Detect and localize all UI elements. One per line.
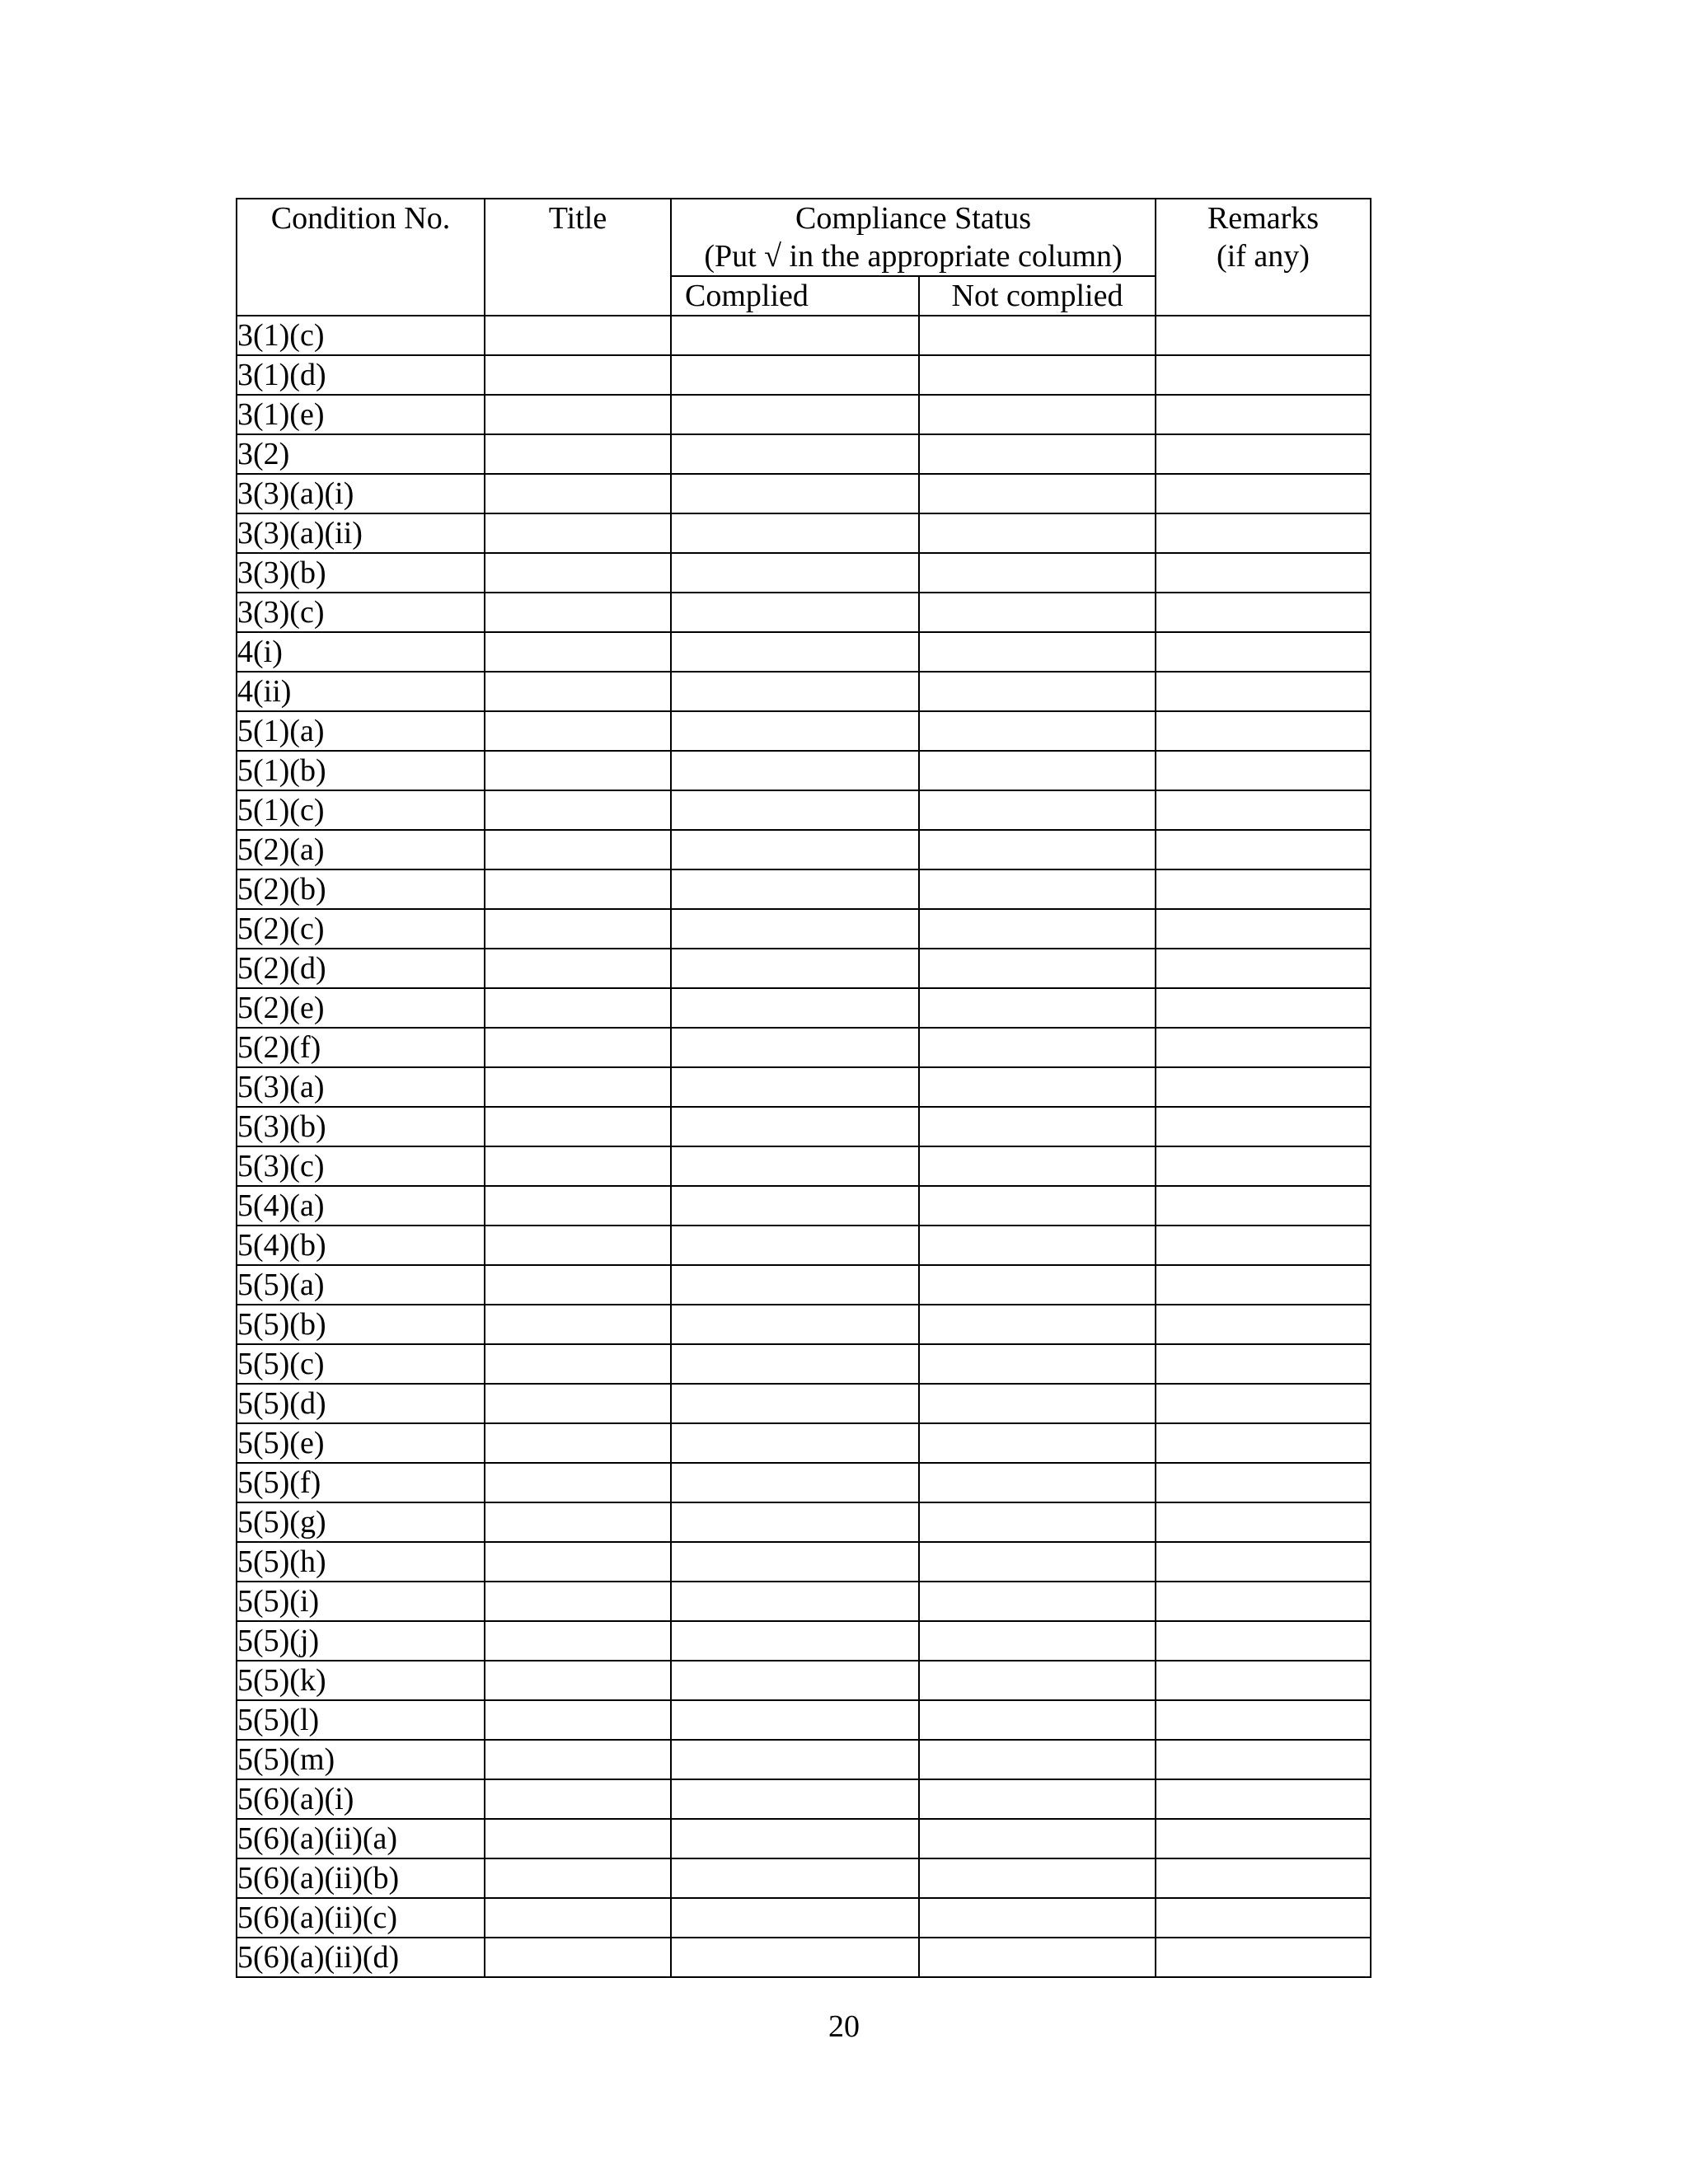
complied-cell	[671, 1344, 919, 1384]
compliance-table	[236, 198, 1372, 1978]
table-row	[237, 1661, 1371, 1700]
title-cell	[485, 1186, 671, 1226]
complied-cell	[671, 1621, 919, 1661]
not-complied-cell	[919, 1542, 1156, 1582]
remarks-cell	[1156, 1463, 1371, 1502]
not-complied-cell	[919, 513, 1156, 553]
not-complied-cell	[919, 672, 1156, 711]
condition-no-cell: 5(5)(d)	[237, 1384, 485, 1423]
condition-no-cell: 5(4)(b)	[237, 1226, 485, 1265]
table-row	[237, 632, 1371, 672]
not-complied-cell	[919, 434, 1156, 474]
title-cell	[485, 1858, 671, 1898]
complied-cell	[671, 1423, 919, 1463]
header-not-complied-label: Not complied	[951, 279, 1123, 313]
remarks-cell	[1156, 1661, 1371, 1700]
title-cell	[485, 1898, 671, 1938]
title-cell	[485, 988, 671, 1028]
title-cell	[485, 949, 671, 988]
condition-no-cell: 3(1)(d)	[237, 355, 485, 395]
complied-cell	[671, 869, 919, 909]
table-row	[237, 1502, 1371, 1542]
condition-no-cell: 3(3)(a)(i)	[237, 474, 485, 513]
table-row	[237, 988, 1371, 1028]
table-row	[237, 1819, 1371, 1858]
header-not-complied	[919, 276, 1156, 316]
complied-cell	[671, 751, 919, 790]
remarks-cell	[1156, 1305, 1371, 1344]
condition-no-cell: 5(2)(e)	[237, 988, 485, 1028]
title-cell	[485, 355, 671, 395]
remarks-cell	[1156, 1265, 1371, 1305]
remarks-cell	[1156, 1700, 1371, 1740]
complied-cell	[671, 1740, 919, 1779]
condition-no-cell: 3(3)(b)	[237, 553, 485, 593]
condition-no-cell: 5(1)(b)	[237, 751, 485, 790]
condition-no-cell: 5(3)(c)	[237, 1146, 485, 1186]
header-complied	[671, 276, 919, 316]
remarks-cell	[1156, 1067, 1371, 1107]
remarks-cell	[1156, 1423, 1371, 1463]
table-row	[237, 1700, 1371, 1740]
table-row	[237, 316, 1371, 355]
condition-no-cell: 5(2)(d)	[237, 949, 485, 988]
complied-cell	[671, 1463, 919, 1502]
remarks-cell	[1156, 1819, 1371, 1858]
condition-no-cell: 5(1)(a)	[237, 711, 485, 751]
table-row	[237, 434, 1371, 474]
not-complied-cell	[919, 553, 1156, 593]
condition-no-cell: 5(5)(c)	[237, 1344, 485, 1384]
title-cell	[485, 711, 671, 751]
title-cell	[485, 316, 671, 355]
complied-cell	[671, 553, 919, 593]
not-complied-cell	[919, 1305, 1156, 1344]
not-complied-cell	[919, 1226, 1156, 1265]
complied-cell	[671, 1938, 919, 1977]
not-complied-cell	[919, 593, 1156, 632]
not-complied-cell	[919, 1463, 1156, 1502]
title-cell	[485, 632, 671, 672]
complied-cell	[671, 1186, 919, 1226]
remarks-cell	[1156, 553, 1371, 593]
table-row	[237, 1305, 1371, 1344]
remarks-cell	[1156, 988, 1371, 1028]
header-condition-no-label: Condition No.	[270, 201, 451, 236]
condition-no-cell: 5(6)(a)(i)	[237, 1779, 485, 1819]
condition-no-cell: 5(2)(c)	[237, 909, 485, 949]
remarks-cell	[1156, 1344, 1371, 1384]
remarks-cell	[1156, 1502, 1371, 1542]
condition-no-cell: 5(6)(a)(ii)(a)	[237, 1819, 485, 1858]
table-row	[237, 1226, 1371, 1265]
title-cell	[485, 474, 671, 513]
remarks-cell	[1156, 830, 1371, 869]
title-cell	[485, 1344, 671, 1384]
complied-cell	[671, 1502, 919, 1542]
title-cell	[485, 1226, 671, 1265]
title-cell	[485, 1146, 671, 1186]
complied-cell	[671, 593, 919, 632]
complied-cell	[671, 1384, 919, 1423]
complied-cell	[671, 1700, 919, 1740]
title-cell	[485, 1700, 671, 1740]
complied-cell	[671, 1067, 919, 1107]
condition-no-cell: 5(5)(j)	[237, 1621, 485, 1661]
remarks-cell	[1156, 632, 1371, 672]
not-complied-cell	[919, 869, 1156, 909]
remarks-cell	[1156, 355, 1371, 395]
not-complied-cell	[919, 1740, 1156, 1779]
table-row	[237, 1621, 1371, 1661]
table-row	[237, 790, 1371, 830]
title-cell	[485, 830, 671, 869]
title-cell	[485, 1740, 671, 1779]
condition-no-cell: 3(3)(a)(ii)	[237, 513, 485, 553]
condition-no-cell: 5(5)(m)	[237, 1740, 485, 1779]
condition-no-cell: 5(5)(e)	[237, 1423, 485, 1463]
not-complied-cell	[919, 1384, 1156, 1423]
not-complied-cell	[919, 1582, 1156, 1621]
remarks-cell	[1156, 949, 1371, 988]
title-cell	[485, 1107, 671, 1146]
remarks-cell	[1156, 1582, 1371, 1621]
title-cell	[485, 1067, 671, 1107]
condition-no-cell: 5(5)(g)	[237, 1502, 485, 1542]
table-row	[237, 1186, 1371, 1226]
title-cell	[485, 1661, 671, 1700]
table-row	[237, 395, 1371, 434]
remarks-cell	[1156, 1186, 1371, 1226]
not-complied-cell	[919, 790, 1156, 830]
not-complied-cell	[919, 1858, 1156, 1898]
remarks-cell	[1156, 1384, 1371, 1423]
complied-cell	[671, 711, 919, 751]
condition-no-cell: 5(5)(i)	[237, 1582, 485, 1621]
condition-no-cell: 5(3)(b)	[237, 1107, 485, 1146]
title-cell	[485, 1582, 671, 1621]
condition-no-cell: 5(6)(a)(ii)(d)	[237, 1938, 485, 1977]
remarks-cell	[1156, 593, 1371, 632]
table-row	[237, 1107, 1371, 1146]
table-row	[237, 869, 1371, 909]
not-complied-cell	[919, 1028, 1156, 1067]
title-cell	[485, 1463, 671, 1502]
not-complied-cell	[919, 830, 1156, 869]
not-complied-cell	[919, 316, 1156, 355]
complied-cell	[671, 949, 919, 988]
complied-cell	[671, 1265, 919, 1305]
table-row	[237, 1740, 1371, 1779]
remarks-cell	[1156, 1107, 1371, 1146]
condition-no-cell: 5(1)(c)	[237, 790, 485, 830]
complied-cell	[671, 1542, 919, 1582]
remarks-cell	[1156, 869, 1371, 909]
remarks-cell	[1156, 711, 1371, 751]
remarks-cell	[1156, 1740, 1371, 1779]
complied-cell	[671, 1028, 919, 1067]
table-row	[237, 1938, 1371, 1977]
table-row	[237, 355, 1371, 395]
complied-cell	[671, 474, 919, 513]
table-row	[237, 672, 1371, 711]
complied-cell	[671, 1858, 919, 1898]
remarks-cell	[1156, 1858, 1371, 1898]
table-row	[237, 909, 1371, 949]
remarks-cell	[1156, 672, 1371, 711]
not-complied-cell	[919, 1186, 1156, 1226]
complied-cell	[671, 632, 919, 672]
remarks-cell	[1156, 1226, 1371, 1265]
not-complied-cell	[919, 1146, 1156, 1186]
complied-cell	[671, 1226, 919, 1265]
complied-cell	[671, 316, 919, 355]
not-complied-cell	[919, 1621, 1156, 1661]
not-complied-cell	[919, 1898, 1156, 1938]
header-remarks-note: (if any)	[1217, 239, 1310, 274]
condition-no-cell: 4(ii)	[237, 672, 485, 711]
condition-no-cell: 3(2)	[237, 434, 485, 474]
not-complied-cell	[919, 1779, 1156, 1819]
condition-no-cell: 5(5)(a)	[237, 1265, 485, 1305]
header-remarks	[1156, 199, 1371, 316]
table-row	[237, 1898, 1371, 1938]
title-cell	[485, 1305, 671, 1344]
complied-cell	[671, 395, 919, 434]
complied-cell	[671, 1661, 919, 1700]
header-compliance-status-label: Compliance Status	[795, 201, 1032, 236]
remarks-cell	[1156, 1898, 1371, 1938]
table-row	[237, 1542, 1371, 1582]
remarks-cell	[1156, 1146, 1371, 1186]
remarks-cell	[1156, 434, 1371, 474]
complied-cell	[671, 1107, 919, 1146]
not-complied-cell	[919, 1423, 1156, 1463]
complied-cell	[671, 1582, 919, 1621]
not-complied-cell	[919, 355, 1156, 395]
complied-cell	[671, 1146, 919, 1186]
condition-no-cell: 5(5)(k)	[237, 1661, 485, 1700]
remarks-cell	[1156, 474, 1371, 513]
not-complied-cell	[919, 1700, 1156, 1740]
not-complied-cell	[919, 909, 1156, 949]
title-cell	[485, 1938, 671, 1977]
not-complied-cell	[919, 1107, 1156, 1146]
table-row	[237, 1463, 1371, 1502]
condition-no-cell: 5(5)(h)	[237, 1542, 485, 1582]
not-complied-cell	[919, 1819, 1156, 1858]
title-cell	[485, 869, 671, 909]
table-row	[237, 553, 1371, 593]
remarks-cell	[1156, 790, 1371, 830]
table-row	[237, 949, 1371, 988]
table-row	[237, 1146, 1371, 1186]
table-row	[237, 1344, 1371, 1384]
complied-cell	[671, 513, 919, 553]
not-complied-cell	[919, 751, 1156, 790]
condition-no-cell: 5(6)(a)(ii)(c)	[237, 1898, 485, 1938]
remarks-cell	[1156, 1779, 1371, 1819]
remarks-cell	[1156, 1542, 1371, 1582]
title-cell	[485, 672, 671, 711]
table-row	[237, 1028, 1371, 1067]
condition-no-cell: 5(2)(f)	[237, 1028, 485, 1067]
title-cell	[485, 751, 671, 790]
remarks-cell	[1156, 909, 1371, 949]
complied-cell	[671, 988, 919, 1028]
header-row-main	[237, 199, 1371, 276]
condition-no-cell: 3(1)(c)	[237, 316, 485, 355]
title-cell	[485, 553, 671, 593]
title-cell	[485, 909, 671, 949]
not-complied-cell	[919, 1265, 1156, 1305]
remarks-cell	[1156, 513, 1371, 553]
remarks-cell	[1156, 751, 1371, 790]
table-row	[237, 1384, 1371, 1423]
title-cell	[485, 1423, 671, 1463]
condition-no-cell: 5(5)(b)	[237, 1305, 485, 1344]
header-remarks-label: Remarks	[1207, 201, 1320, 236]
title-cell	[485, 1819, 671, 1858]
table-row	[237, 474, 1371, 513]
table-row	[237, 1779, 1371, 1819]
title-cell	[485, 434, 671, 474]
title-cell	[485, 513, 671, 553]
complied-cell	[671, 672, 919, 711]
condition-no-cell: 5(6)(a)(ii)(b)	[237, 1858, 485, 1898]
table-row	[237, 1423, 1371, 1463]
compliance-table-header	[237, 199, 1371, 316]
complied-cell	[671, 909, 919, 949]
condition-no-cell: 5(5)(f)	[237, 1463, 485, 1502]
remarks-cell	[1156, 1621, 1371, 1661]
complied-cell	[671, 1898, 919, 1938]
title-cell	[485, 1028, 671, 1067]
header-compliance-instruction: (Put √ in the appropriate column)	[704, 239, 1123, 274]
table-row	[237, 513, 1371, 553]
complied-cell	[671, 1819, 919, 1858]
not-complied-cell	[919, 1938, 1156, 1977]
title-cell	[485, 593, 671, 632]
compliance-table-body	[237, 316, 1371, 1977]
title-cell	[485, 395, 671, 434]
title-cell	[485, 1265, 671, 1305]
not-complied-cell	[919, 632, 1156, 672]
table-row	[237, 593, 1371, 632]
remarks-cell	[1156, 1028, 1371, 1067]
header-compliance-status	[671, 199, 1156, 276]
complied-cell	[671, 1779, 919, 1819]
not-complied-cell	[919, 1661, 1156, 1700]
title-cell	[485, 1384, 671, 1423]
page-number: 20	[828, 2009, 860, 2044]
not-complied-cell	[919, 711, 1156, 751]
not-complied-cell	[919, 1502, 1156, 1542]
condition-no-cell: 4(i)	[237, 632, 485, 672]
complied-cell	[671, 355, 919, 395]
condition-no-cell: 5(3)(a)	[237, 1067, 485, 1107]
header-title-label: Title	[548, 201, 607, 236]
title-cell	[485, 790, 671, 830]
not-complied-cell	[919, 474, 1156, 513]
remarks-cell	[1156, 316, 1371, 355]
not-complied-cell	[919, 949, 1156, 988]
complied-cell	[671, 790, 919, 830]
condition-no-cell: 3(3)(c)	[237, 593, 485, 632]
title-cell	[485, 1542, 671, 1582]
title-cell	[485, 1779, 671, 1819]
table-row	[237, 711, 1371, 751]
complied-cell	[671, 434, 919, 474]
not-complied-cell	[919, 1067, 1156, 1107]
table-row	[237, 830, 1371, 869]
condition-no-cell: 3(1)(e)	[237, 395, 485, 434]
table-row	[237, 1265, 1371, 1305]
remarks-cell	[1156, 1938, 1371, 1977]
table-row	[237, 1067, 1371, 1107]
not-complied-cell	[919, 395, 1156, 434]
condition-no-cell: 5(5)(l)	[237, 1700, 485, 1740]
title-cell	[485, 1621, 671, 1661]
not-complied-cell	[919, 1344, 1156, 1384]
table-row	[237, 1858, 1371, 1898]
table-row	[237, 1582, 1371, 1621]
condition-no-cell: 5(2)(b)	[237, 869, 485, 909]
not-complied-cell	[919, 988, 1156, 1028]
remarks-cell	[1156, 395, 1371, 434]
condition-no-cell: 5(4)(a)	[237, 1186, 485, 1226]
header-title	[485, 199, 671, 316]
header-complied-label: Complied	[685, 279, 809, 313]
header-condition-no	[237, 199, 485, 316]
title-cell	[485, 1502, 671, 1542]
condition-no-cell: 5(2)(a)	[237, 830, 485, 869]
complied-cell	[671, 830, 919, 869]
table-row	[237, 751, 1371, 790]
complied-cell	[671, 1305, 919, 1344]
